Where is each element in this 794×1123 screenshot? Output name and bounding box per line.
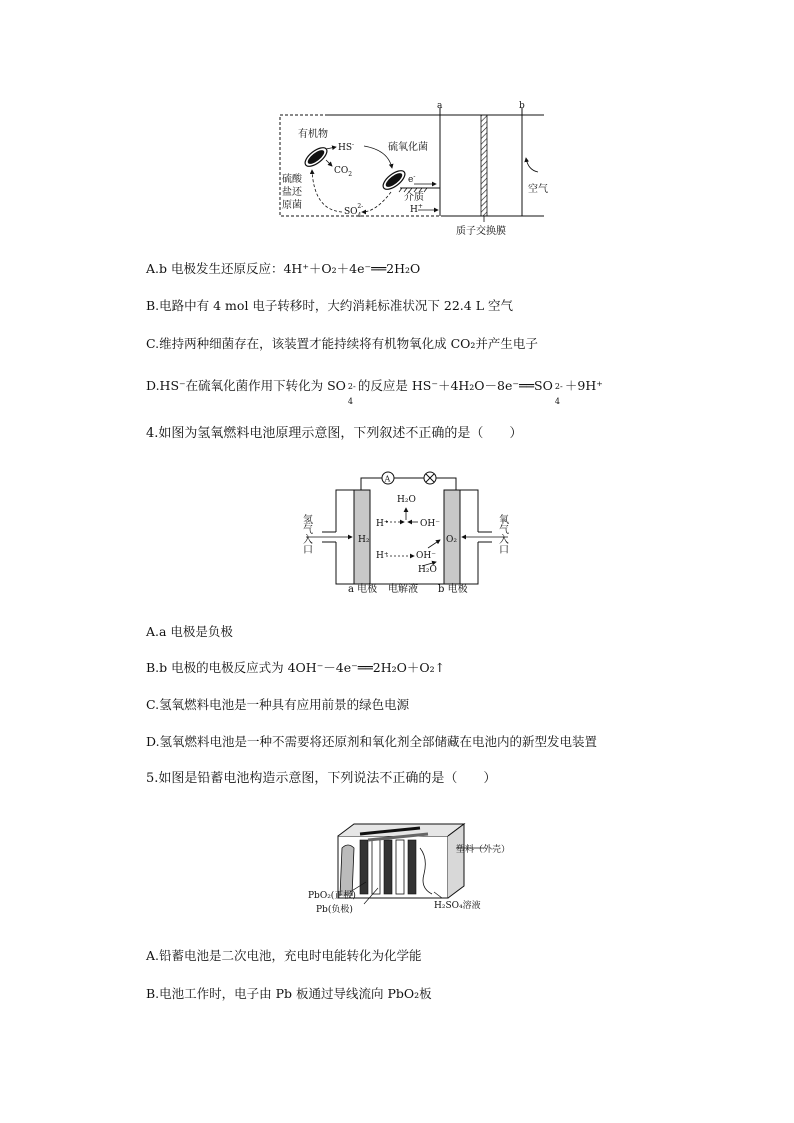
- co2-label: $CO_2$: [334, 166, 353, 178]
- hs-label: HS-: [338, 141, 355, 153]
- organic-label: 有机物: [298, 129, 328, 140]
- h2-label: H₂: [358, 535, 370, 545]
- h2so4-label: H₂SO₄溶液: [434, 901, 481, 911]
- o2-label: O₂: [446, 535, 457, 545]
- pb-label: Pb(负极): [316, 905, 353, 915]
- b-electrode-label: b 电极: [438, 584, 468, 594]
- hydrogen-inlet-label: 氢气入口: [300, 514, 312, 554]
- h2o-bottom-label: H₂O: [418, 565, 437, 575]
- hydrogen-oxygen-fuel-cell-figure: [296, 462, 520, 594]
- q3-option-b: B.电路中有 4 mol 电子转移时，大约消耗标准状况下 22.4 L 空气: [146, 298, 513, 313]
- q5-option-b: B.电池工作时，电子由 Pb 板通过导线流向 PbO₂板: [146, 986, 432, 1001]
- sub-4-b: 4: [554, 397, 560, 406]
- sup-2minus-b: 2-: [554, 382, 563, 391]
- q4-stem: 4.如图为氢氧燃料电池原理示意图，下列叙述不正确的是（ ）: [146, 426, 523, 441]
- sulfate-reducing-label-2: 盐还: [282, 187, 302, 198]
- sulfate-reducing-label-3: 原菌: [282, 200, 302, 211]
- q5-stem: 5.如图是铅蓄电池构造示意图，下列说法不正确的是（ ）: [146, 771, 497, 786]
- pbo2-label: PbO₂(正极): [308, 891, 356, 901]
- q3-option-a: A.b 电极发生还原反应：4H⁺＋O₂＋4e⁻══2H₂O: [146, 261, 421, 276]
- label-b: b: [519, 101, 525, 111]
- q3-option-d-part1: D.HS⁻在硫氧化菌作用下转化为 SO: [146, 378, 346, 393]
- q4-option-c: C.氢氧燃料电池是一种具有应用前景的绿色电源: [146, 697, 410, 712]
- q3-option-d-part2: 的反应是 HS⁻＋4H₂O－8e⁻══SO: [357, 378, 553, 393]
- sup-2minus: 2-: [347, 382, 356, 391]
- sulfate-label: $SO_42-$: [344, 203, 364, 219]
- sub-4: 4: [347, 397, 353, 406]
- q3-option-d-part3: ＋9H⁺: [564, 378, 603, 393]
- oxygen-inlet-label: 氧气入口: [496, 514, 508, 554]
- medium-label: 介质: [404, 192, 424, 203]
- q3-option-c: C.维持两种细菌存在，该装置才能持续将有机物氧化成 CO₂并产生电子: [146, 336, 538, 351]
- q3-option-d: [146, 378, 603, 406]
- membrane-label: 质子交换膜: [456, 226, 506, 237]
- plastic-case-label: 塑料（外壳）: [456, 845, 511, 855]
- oh-upper-label: OH⁻: [420, 519, 440, 529]
- electrolyte-label: 电解液: [388, 584, 418, 594]
- electron-label: e-: [408, 173, 416, 185]
- hplus-lower-label: H⁺: [376, 551, 389, 561]
- microbial-fuel-cell-figure: [276, 100, 548, 240]
- lead-acid-battery-figure: [308, 818, 548, 918]
- a-electrode-label: a 电极: [348, 584, 378, 594]
- h2o-top-label: H₂O: [397, 495, 416, 505]
- hplus-label: H+: [410, 203, 423, 215]
- q4-option-b: B.b 电极的电极反应式为 4OH⁻－4e⁻══2H₂O＋O₂↑: [146, 660, 446, 675]
- sulfur-oxidizing-bacteria-label: 硫氧化菌: [388, 142, 428, 153]
- svg-text:A: A: [384, 474, 391, 484]
- q5-option-a: A.铅蓄电池是二次电池，充电时电能转化为化学能: [146, 948, 422, 963]
- sulfate-reducing-label-1: 硫酸: [282, 174, 302, 185]
- hplus-upper-label: H⁺: [376, 519, 389, 529]
- label-a: a: [437, 101, 443, 111]
- air-label: 空气: [528, 184, 548, 195]
- oh-lower-label: OH⁻: [416, 551, 436, 561]
- q4-option-a: A.a 电极是负极: [146, 624, 233, 639]
- q4-option-d: D.氢氧燃料电池是一种不需要将还原剂和氧化剂全部储藏在电池内的新型发电装置: [146, 734, 598, 749]
